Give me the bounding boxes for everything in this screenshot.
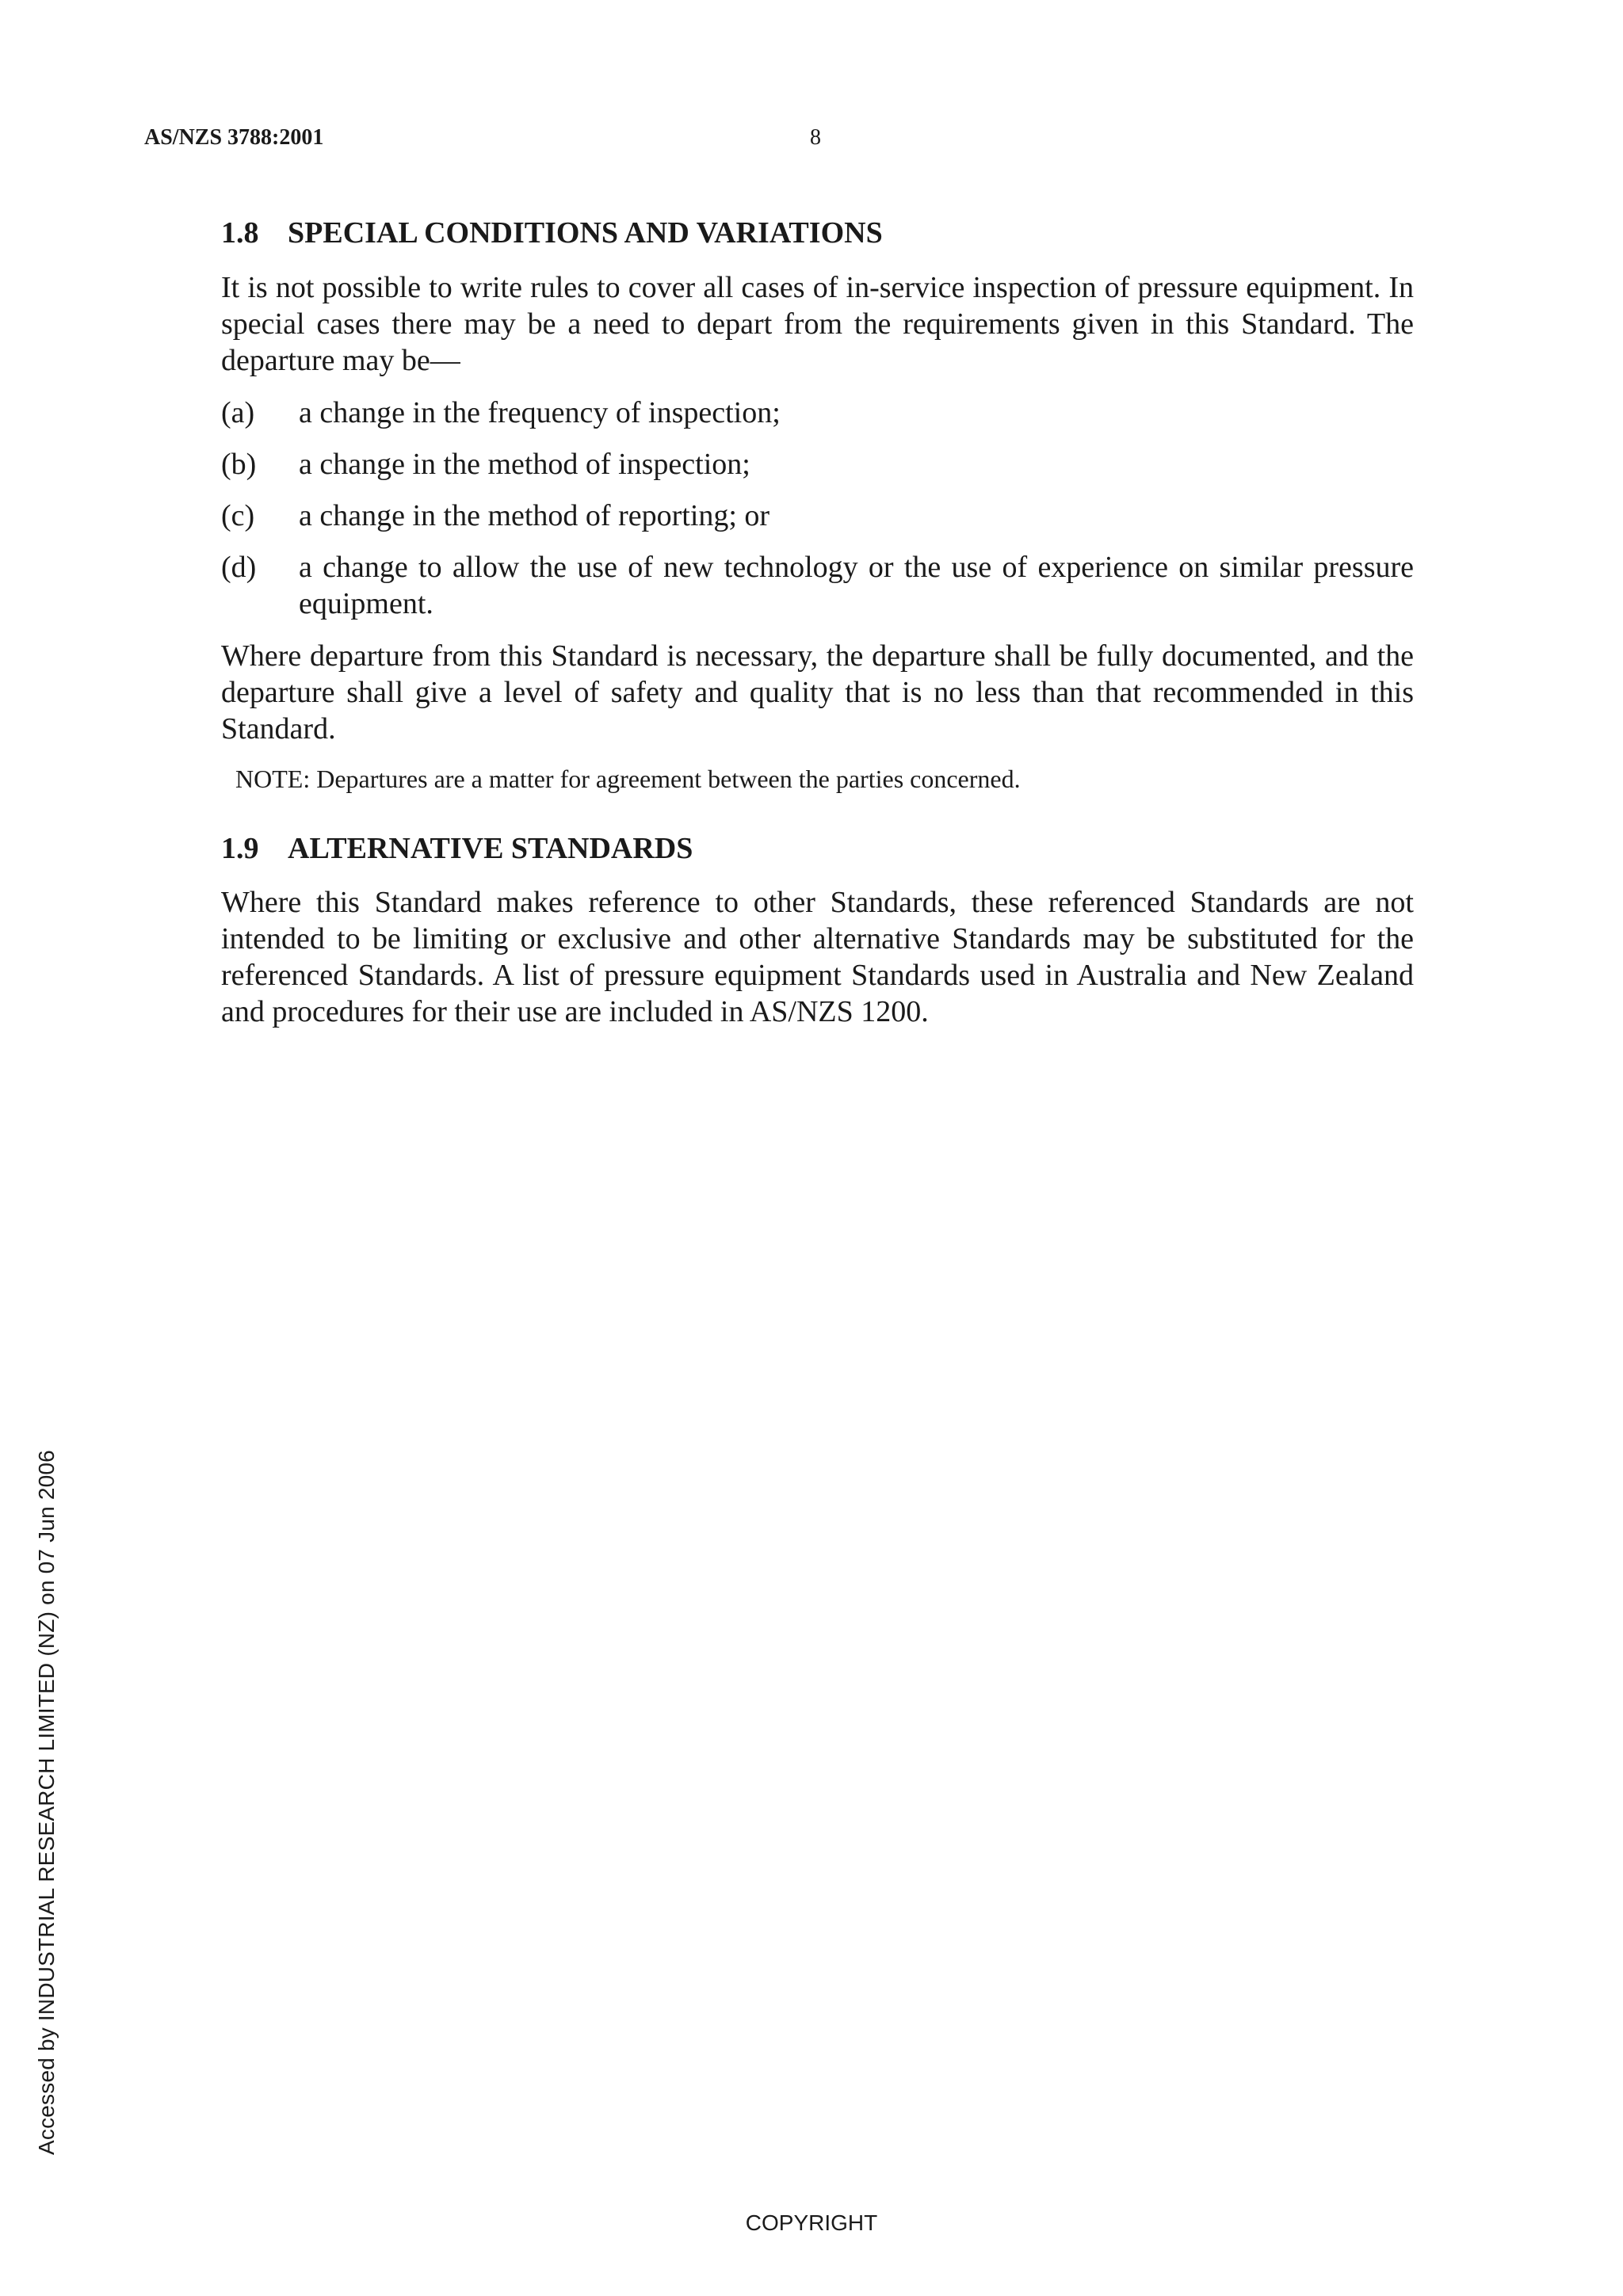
list-item-text: a change to allow the use of new technology or the use of experience on similar pressure equipment. xyxy=(299,550,1414,620)
departure-list xyxy=(221,395,1414,622)
section-closing-paragraph: Where departure from this Standard is necessary, the departure shall be fully documented, and the departure shall give a level of safety and quality that is no less than that recommended in this Standard. xyxy=(221,639,1414,746)
document-id: AS/NZS 3788:2001 xyxy=(144,125,324,150)
section-1-8 xyxy=(221,215,1414,795)
section-intro-paragraph: It is not possible to write rules to cover all cases of in-service inspection of pressure equipment. In special cases there may be a need to depart from the requirements given in this Standard. The departure may be— xyxy=(221,270,1414,377)
list-item xyxy=(221,446,1414,482)
page-content xyxy=(221,215,1414,1046)
section-number: 1.9 xyxy=(221,831,259,865)
section-note: NOTE: Departures are a matter for agreement between the parties concerned. xyxy=(235,764,1021,793)
list-item xyxy=(221,395,1414,431)
section-title: SPECIAL CONDITIONS AND VARIATIONS xyxy=(288,216,883,250)
copyright-label: COPYRIGHT xyxy=(745,2210,878,2235)
list-item-text: a change in the frequency of inspection; xyxy=(299,395,781,429)
section-heading xyxy=(221,831,1414,868)
page-number: 8 xyxy=(810,125,821,150)
list-item xyxy=(221,498,1414,534)
section-1-9 xyxy=(221,831,1414,1031)
list-marker: (d) xyxy=(221,550,257,584)
section-body-paragraph: Where this Standard makes reference to other Standards, these referenced Standards are not intended to be limiting or exclusive and other alternative Standards may be substituted for the referenced Standards. A list of pressure equipment Standards used in Australia and New Zealand and procedures for their use are included in AS/NZS 1200. xyxy=(221,886,1414,1029)
running-header xyxy=(144,125,1412,157)
section-number: 1.8 xyxy=(221,216,259,250)
list-marker: (b) xyxy=(221,447,257,481)
footer xyxy=(0,2210,1623,2236)
list-item-text: a change in the method of inspection; xyxy=(299,447,750,481)
section-heading xyxy=(221,215,1414,252)
access-watermark: Accessed by INDUSTRIAL RESEARCH LIMITED (NZ) on 07 Jun 2006 xyxy=(34,1450,59,2155)
list-item xyxy=(221,549,1414,622)
section-title: ALTERNATIVE STANDARDS xyxy=(288,831,693,865)
list-item-text: a change in the method of reporting; or xyxy=(299,498,770,532)
list-marker: (a) xyxy=(221,395,255,429)
list-marker: (c) xyxy=(221,498,255,532)
